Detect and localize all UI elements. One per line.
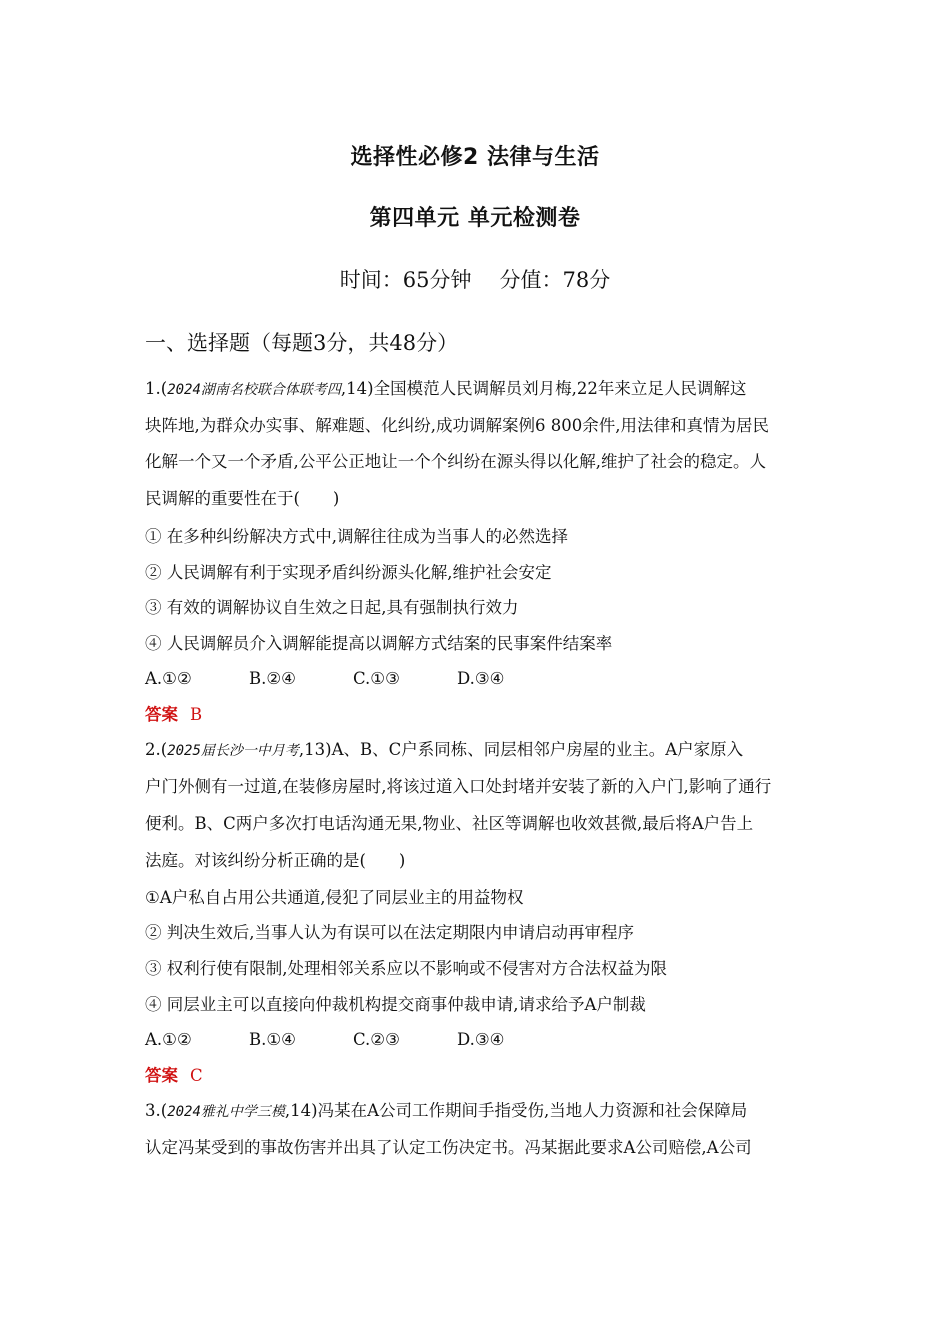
option-d: D.③④ bbox=[457, 1030, 505, 1049]
question-2-statement-1: ①A户私自占用公共通道,侵犯了同层业主的用益物权 bbox=[145, 888, 524, 907]
question-1-statement-3: ③ 有效的调解协议自生效之日起,具有强制执行效力 bbox=[145, 598, 519, 617]
answer-value: B bbox=[190, 705, 203, 724]
question-source: 2024雅礼中学三模 bbox=[167, 1104, 285, 1120]
score-label: 分值：78分 bbox=[499, 268, 611, 292]
question-ref: ,14) bbox=[284, 1101, 318, 1120]
question-2-options bbox=[145, 1030, 815, 1050]
question-2-stem-line: 便利。B、C两户多次打电话沟通无果,物业、社区等调解也收效甚微,最后将A户告上 bbox=[145, 814, 754, 833]
document-subtitle: 第四单元 单元检测卷 bbox=[369, 206, 581, 231]
question-1-statement-1: ① 在多种纠纷解决方式中,调解往往成为当事人的必然选择 bbox=[145, 527, 568, 546]
option-b: B.①④ bbox=[249, 1030, 296, 1049]
question-2-stem-line: 户门外侧有一过道,在装修房屋时,将该过道入口处封堵并安装了新的入户门,影响了通行 bbox=[145, 777, 772, 796]
question-number: 3.( bbox=[145, 1101, 168, 1120]
question-text: A、B、C户系同栋、同层相邻户房屋的业主。A户家原入 bbox=[331, 740, 744, 759]
option-c: C.①③ bbox=[353, 669, 400, 688]
question-1-statement-2: ② 人民调解有利于实现矛盾纠纷源头化解,维护社会安定 bbox=[145, 563, 552, 582]
section-heading: 一、选择题（每题3分，共48分） bbox=[145, 331, 459, 355]
option-b: B.②④ bbox=[249, 669, 296, 688]
question-1-stem bbox=[145, 379, 815, 400]
answer-value: C bbox=[190, 1066, 203, 1085]
question-1-statement-4: ④ 人民调解员介入调解能提高以调解方式结案的民事案件结案率 bbox=[145, 634, 613, 653]
question-1-stem-line: 化解一个又一个矛盾,公平公正地让一个个纠纷在源头得以化解,维护了社会的稳定。人 bbox=[145, 452, 766, 471]
question-1-answer bbox=[145, 705, 815, 725]
question-text: 全国模范人民调解员刘月梅,22年来立足人民调解这 bbox=[373, 379, 747, 398]
question-1-options bbox=[145, 669, 815, 689]
time-label: 时间：65分钟 bbox=[339, 268, 472, 292]
answer-label: 答案 bbox=[145, 705, 178, 724]
question-3-stem bbox=[145, 1101, 815, 1122]
exam-meta bbox=[0, 264, 950, 294]
question-text: 冯某在A公司工作期间手指受伤,当地人力资源和社会保障局 bbox=[317, 1101, 748, 1120]
question-1-stem-line: 民调解的重要性在于( ) bbox=[145, 489, 340, 508]
option-a: A.①② bbox=[145, 669, 192, 688]
question-2-answer bbox=[145, 1066, 815, 1086]
question-2-statement-3: ③ 权利行使有限制,处理相邻关系应以不影响或不侵害对方合法权益为限 bbox=[145, 959, 667, 978]
question-number: 1.( bbox=[145, 379, 168, 398]
question-ref: ,14) bbox=[340, 379, 374, 398]
option-a: A.①② bbox=[145, 1030, 192, 1049]
question-2-stem-line: 法庭。对该纠纷分析正确的是( ) bbox=[145, 851, 406, 870]
question-3-stem-line: 认定冯某受到的事故伤害并出具了认定工伤决定书。冯某据此要求A公司赔偿,A公司 bbox=[145, 1138, 752, 1157]
answer-label: 答案 bbox=[145, 1066, 178, 1085]
question-source: 2024湖南名校联合体联考四 bbox=[167, 382, 341, 398]
document-title: 选择性必修2 法律与生活 bbox=[350, 145, 600, 170]
option-c: C.②③ bbox=[353, 1030, 400, 1049]
question-1-stem-line: 块阵地,为群众办实事、解难题、化纠纷,成功调解案例6 800余件,用法律和真情为居民 bbox=[145, 416, 769, 435]
question-2-stem bbox=[145, 740, 815, 761]
question-2-statement-2: ② 判决生效后,当事人认为有误可以在法定期限内申请启动再审程序 bbox=[145, 923, 634, 942]
question-ref: ,13) bbox=[298, 740, 332, 759]
question-2-statement-4: ④ 同层业主可以直接向仲裁机构提交商事仲裁申请,请求给予A户制裁 bbox=[145, 995, 646, 1014]
question-source: 2025届长沙一中月考 bbox=[167, 743, 299, 759]
question-number: 2.( bbox=[145, 740, 168, 759]
option-d: D.③④ bbox=[457, 669, 505, 688]
